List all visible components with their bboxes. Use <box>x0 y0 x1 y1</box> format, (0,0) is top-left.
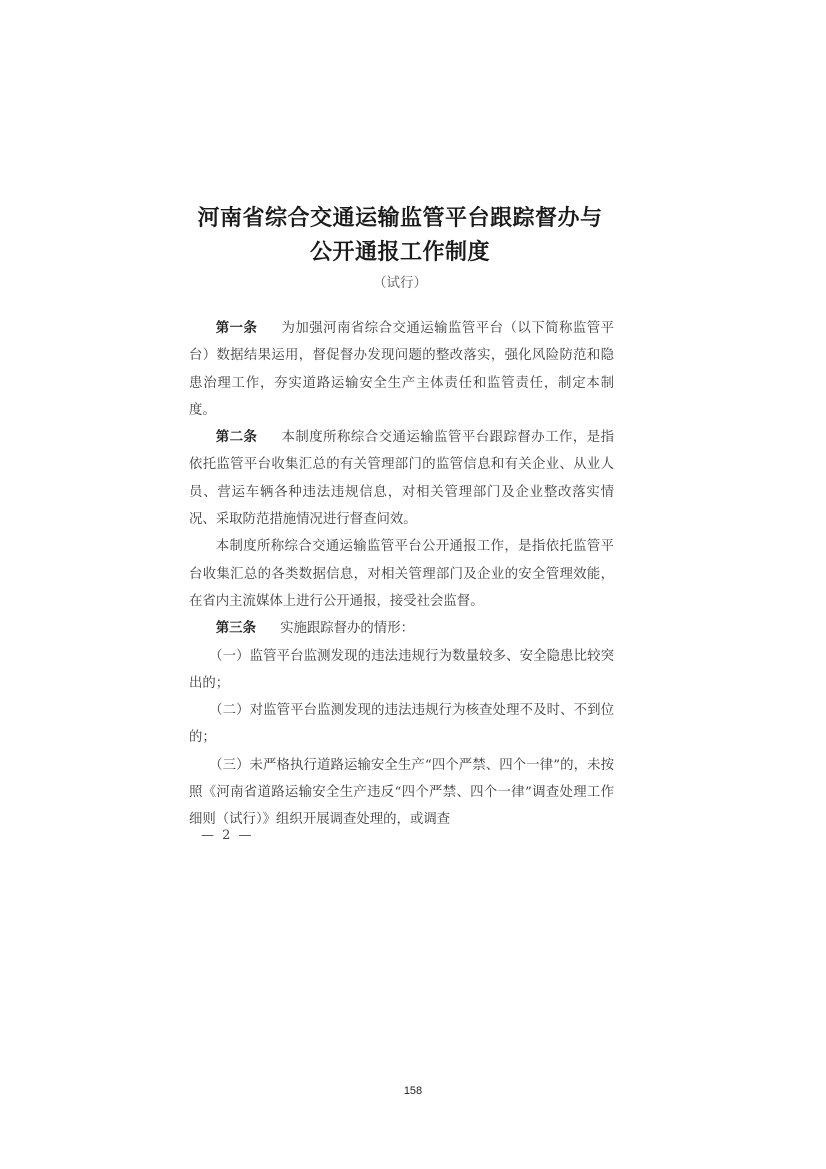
article-3 <box>189 615 614 642</box>
outer-page-number: 158 <box>403 1085 423 1097</box>
article-3-item-1: （一）监管平台监测发现的违法违规行为数量较多、安全隐患比较突出的； <box>189 648 614 691</box>
document-body <box>189 315 614 834</box>
inner-page-number: — 2 — <box>201 828 254 843</box>
article-2-paragraph-2: 本制度所称综合交通运输监管平台公开通报工作，是指依托监管平台收集汇总的各类数据信息，对相关管理部门及企业的安全管理效能，在省内主流媒体上进行公开通报，接受社会监督。 <box>189 539 614 609</box>
article-3-heading: 第三条 <box>215 620 256 637</box>
document-subtitle: （试行） <box>373 275 427 291</box>
document-title-line1: 河南省综合交通运输监管平台跟踪督办与 <box>197 205 603 231</box>
article-2-text: 本制度所称综合交通运输监管平台跟踪督办工作，是指依托监管平台收集汇总的有关管理部门的监管信息和有关企业、从业人员、营运车辆各种违法违规信息，对相关管理部门及企业整改落实情况、采取防范措施情况进行督查问效。 <box>189 430 615 528</box>
article-1-heading: 第一条 <box>215 320 258 336</box>
document-title-line2: 公开通报工作制度 <box>309 239 490 265</box>
article-2-heading: 第二条 <box>215 429 258 446</box>
article-3-text: 实施跟踪督办的情形： <box>280 621 414 637</box>
article-3-item-2: （二）对监管平台监测发现的违法违规行为核查处理不及时、不到位的； <box>189 703 614 746</box>
article-1-text: 为加强河南省综合交通运输监管平台（以下简称监管平台）数据结果运用，督促督办发现问题的整改落实，强化风险防范和隐患治理工作，夯实道路运输安全生产主体责任和监管责任，制定本制度。 <box>189 321 615 418</box>
article-1 <box>189 315 614 424</box>
article-2 <box>189 424 614 533</box>
article-3-item-3: （三）未严格执行道路运输安全生产“四个严禁、四个一律”的，未按照《河南省道路运输安全生产违反“四个严禁、四个一律”调查处理工作细则（试行）》组织开展调查处理的，或调查 <box>189 757 614 828</box>
